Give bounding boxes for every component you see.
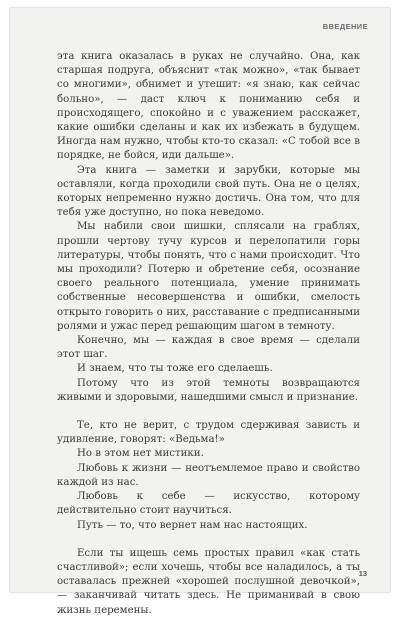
paragraph-gap — [57, 405, 360, 419]
book-page — [10, 8, 390, 616]
paragraph: Если ты ищешь семь простых правил «как стать счастливой»; если хочешь, чтобы все наладилось, а ты оставалась прежней «хорошей послушной девочкой», — заканчивай читать здесь. Не приманивай в свою жизнь перемены. — [57, 547, 360, 616]
paragraph: Но в этом нет мистики. — [77, 448, 204, 460]
paragraph: Конечно, мы — каждая в свое время — сделали этот шаг. — [57, 335, 360, 361]
paragraph: Любовь к жизни — неотъемлемое право и свойство каждой из нас. — [57, 462, 360, 488]
page-number: 13 — [358, 569, 367, 578]
paragraph: Любовь к себе — искусство, которому действительно стоит научиться. — [57, 491, 360, 517]
paragraph: Те, кто не верит, с трудом сдерживая зависть и удивление, говорят: «Ведьма!» — [57, 420, 360, 446]
paragraph: эта книга оказалась в руках не случайно. Она, как старшая подруга, объяснит «так можно», «так бывает со многими», обнимет и утешит: «я знаю, как сейчас больно», — даст ключ к пониманию себя и происходящего, спокойно и с уважением расскажет, какие ошибки сделаны и как их избежать в будущем. Иногда нам нужно, чтобы кто-то сказал: «С тобой все в порядке, не бойся, иди дальше». — [57, 51, 360, 162]
paragraph: Эта книга — заметки и зарубки, которые мы оставляли, когда проходили свой путь. Она не о целях, которых непременно нужно достичь. Она том, что для тебя уже доступно, но пока неведомо. — [57, 164, 360, 219]
paragraph: Мы набили свои шишки, сплясали на граблях, прошли чертову тучу курсов и перелопатили горы литературы, чтобы понять, что с нами происходит. Что мы проходили? Потерю и обретение себя, осознание своего реального потенциала, умение принимать собственные несовершенства и ошибки, смелость открыто говорить о них, расставание с предписанными ролями и ужас перед решающим шагом в темноту. — [57, 221, 360, 332]
paragraph-gap — [57, 533, 360, 547]
paragraph: И знаем, что ты тоже его сделаешь. — [77, 363, 273, 375]
paragraph: Путь — то, что вернет нам нас настоящих. — [77, 519, 308, 531]
paragraph: Потому что из этой темноты возвращаются живыми и здоровыми, нашедшими смысл и признание. — [57, 377, 360, 403]
body-text — [57, 50, 360, 618]
running-head: ВВЕДЕНИЕ — [322, 22, 368, 31]
